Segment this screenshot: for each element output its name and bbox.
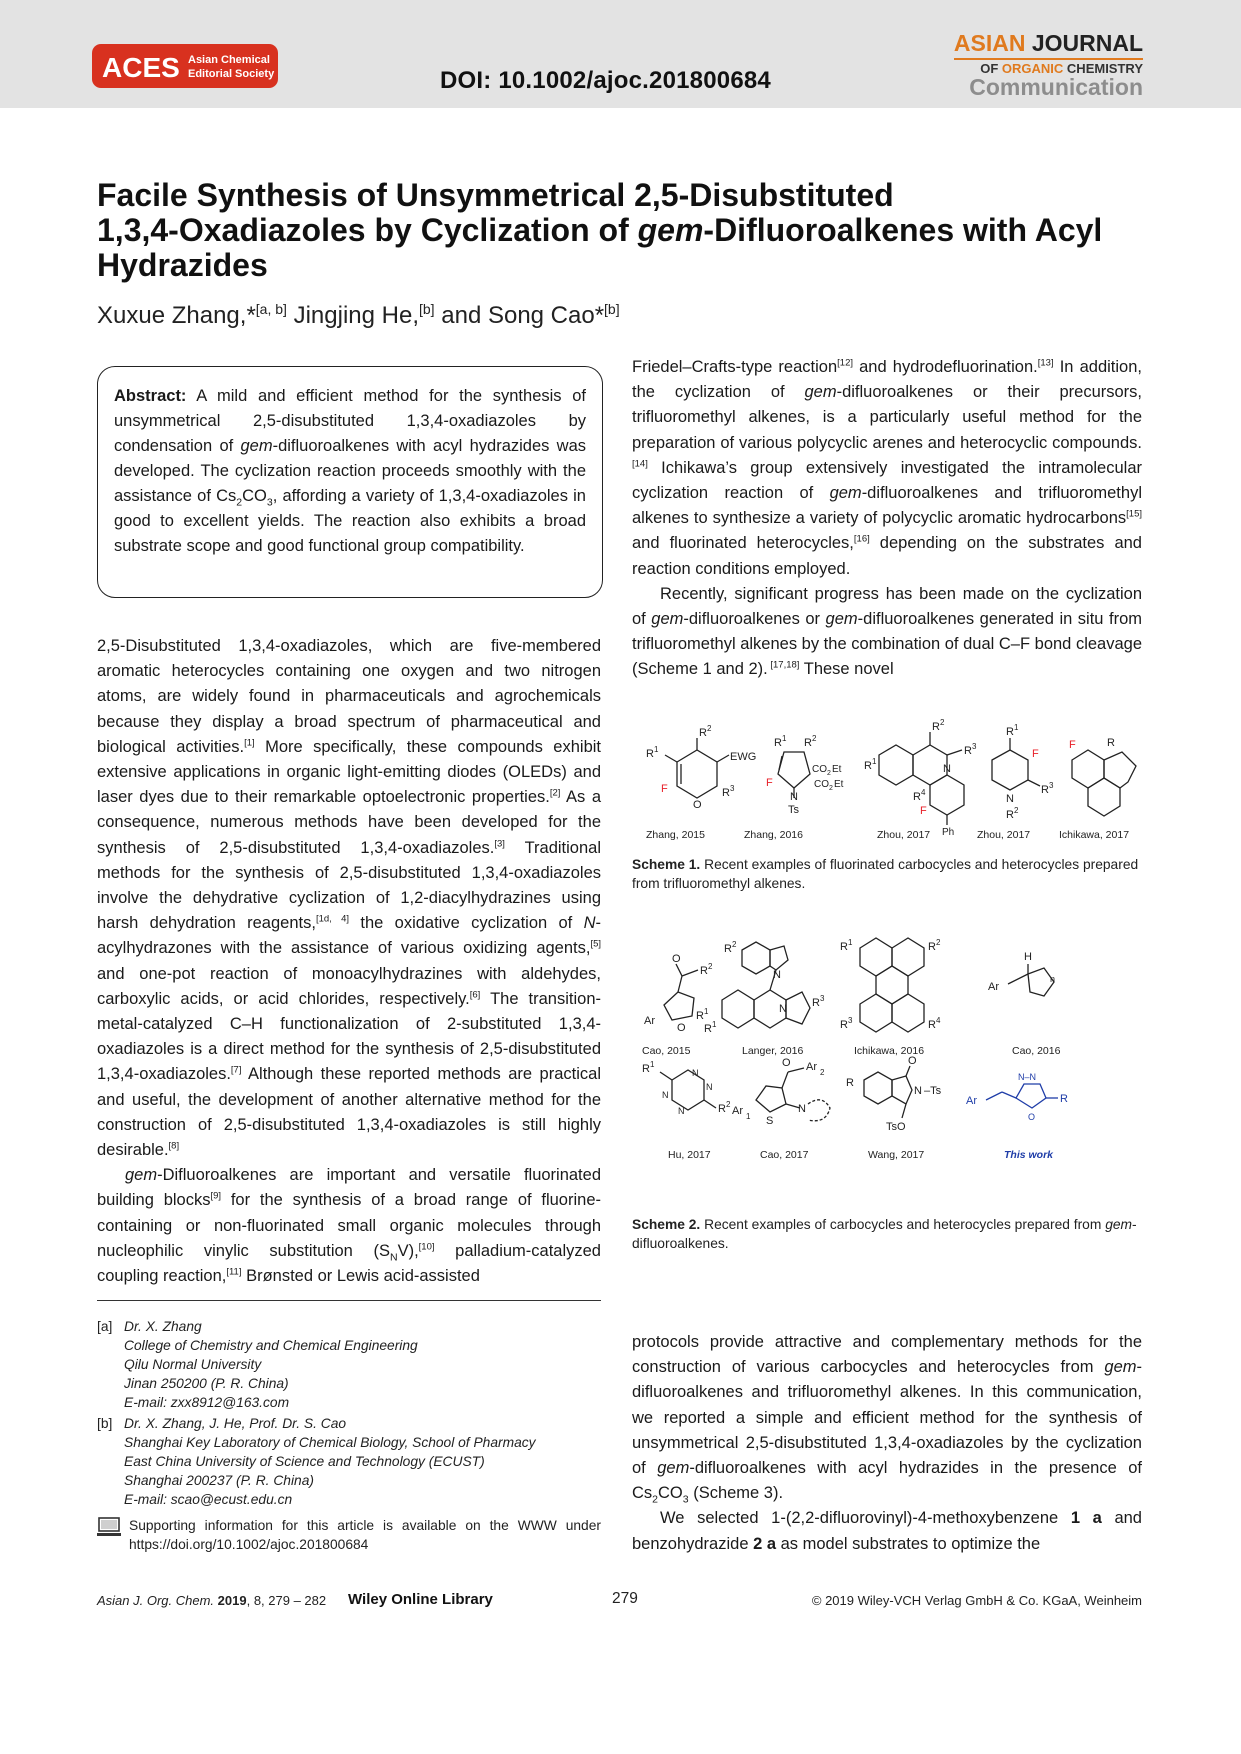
structure-langer-2016 [722, 942, 810, 1028]
svg-text:4: 4 [936, 1016, 941, 1025]
aces-logo-sub2: Editorial Society [188, 68, 275, 80]
svg-text:2: 2 [940, 718, 945, 727]
svg-text:Ar: Ar [644, 1015, 655, 1027]
svg-text:Ts: Ts [788, 804, 799, 816]
scheme1-label: Zhang, 2016 [744, 829, 803, 841]
svg-text:R: R [646, 748, 654, 760]
svg-text:TsO: TsO [886, 1121, 906, 1133]
svg-text:R: R [864, 760, 872, 772]
structure-zhang-2015 [665, 738, 729, 798]
svg-text:N: N [798, 1103, 806, 1115]
footnote-rule [97, 1300, 601, 1301]
svg-text:R: R [700, 965, 708, 977]
article-title: Facile Synthesis of Unsymmetrical 2,5-Disubstituted 1,3,4-Oxadiazoles by Cyclization of gem-Difluoroalkenes with Acyl Hydrazides [97, 177, 1103, 283]
author-name: Xuxue Zhang,* [97, 302, 256, 329]
svg-text:R: R [1006, 726, 1014, 738]
svg-text:R: R [699, 727, 707, 739]
computer-icon [97, 1517, 121, 1537]
aces-logo-sub1: Asian Chemical [188, 54, 270, 66]
svg-text:F: F [1032, 748, 1039, 760]
scheme2-label: Langer, 2016 [742, 1045, 804, 1057]
svg-text:3: 3 [820, 994, 825, 1003]
svg-text:2: 2 [1014, 806, 1019, 815]
structure-wang-2017 [864, 1066, 912, 1118]
svg-text:R: R [932, 721, 940, 733]
svg-text:R: R [704, 1023, 712, 1035]
scheme1-label: Zhang, 2015 [646, 829, 705, 841]
body-right-column-bottom [632, 1330, 1142, 1557]
svg-text:F: F [661, 783, 668, 795]
aces-logo [92, 44, 278, 88]
scheme2-label: Hu, 2017 [668, 1149, 711, 1161]
structure-cao-2017 [756, 1068, 830, 1121]
svg-text:Ph: Ph [942, 827, 955, 838]
svg-text:F: F [766, 777, 773, 789]
svg-text:1: 1 [654, 745, 659, 754]
svg-text:2: 2 [708, 962, 713, 971]
abstract: Abstract: A mild and efficient method for the synthesis of unsymmetrical 2,5-disubstituted 1,3,4-oxadiazoles by condensation of gem-difluoroalkenes with acyl hydrazides was developed. The cyclization reaction proceeds smoothly with the assistance of $Cs_2CO_3$, affording a variety of 1,3,4-oxadiazoles in good to excellent yields. The reaction also exhibits a broad substrate scope and good functional group compatibility. [114, 387, 587, 555]
author-list: Xuxue Zhang,*[a, b] Jingjing He,[b] and Song Cao*[b] [97, 301, 620, 329]
page-number: 279 [612, 1590, 638, 1607]
svg-text:Et: Et [832, 764, 842, 775]
scheme-1-caption: Scheme 1. Recent examples of fluorinated carbocycles and heterocycles prepared from trifluoromethyl alkenes. [632, 857, 1139, 891]
svg-text:CO: CO [814, 779, 829, 790]
svg-text:O: O [693, 799, 702, 811]
svg-text:4: 4 [921, 788, 926, 797]
svg-text:N: N [790, 791, 798, 803]
scheme1-label: Ichikawa, 2017 [1059, 829, 1130, 841]
svg-text:R: R [846, 1077, 854, 1089]
svg-text:N: N [914, 1085, 922, 1097]
svg-text:–Ts: –Ts [924, 1085, 942, 1097]
doi: DOI: 10.1002/ajoc.201800684 [440, 67, 771, 94]
svg-text:R: R [913, 791, 921, 803]
svg-text:2: 2 [707, 724, 712, 733]
svg-text:R: R [964, 745, 972, 757]
structure-cao-2016 [1008, 964, 1054, 996]
footer-citation: Asian J. Org. Chem. 2019, 8, 279 – 282 [97, 1593, 327, 1608]
footer-copyright: © 2019 Wiley-VCH Verlag GmbH & Co. KGaA, Weinheim [811, 1593, 1142, 1608]
body-left-column [97, 634, 601, 1289]
scheme1-label: Zhou, 2017 [877, 829, 931, 841]
scheme2-label-this-work: This work [1004, 1149, 1054, 1161]
svg-text:N: N [692, 1068, 699, 1078]
svg-text:O: O [677, 1022, 686, 1034]
svg-text:Ar: Ar [806, 1061, 817, 1073]
svg-text:3: 3 [730, 784, 735, 793]
svg-text:O: O [782, 1057, 791, 1069]
svg-text:F: F [920, 805, 927, 817]
svg-text:N: N [662, 1090, 669, 1100]
scheme-2-caption: Scheme 2. Recent examples of carbocycles and heterocycles prepared from gem-difluoroalkenes. [632, 1217, 1137, 1251]
affiliation-b: [b] Dr. X. Zhang, J. He, Prof. Dr. S. Cao Shanghai Key Laboratory of Chemical Biology, School of Pharmacy East China University of Science and Technology (ECUST) Shanghai 200237 (P. R. China) E-mail: scao@ecust.edu.cn [97, 1416, 536, 1507]
svg-text:N–N: N–N [1018, 1072, 1037, 1082]
svg-text:O: O [1028, 1112, 1036, 1122]
journal-asian: ASIAN [953, 30, 1026, 56]
svg-text:R: R [774, 737, 782, 749]
svg-text:R: R [840, 941, 848, 953]
svg-text:1: 1 [848, 938, 853, 947]
svg-text:Ar: Ar [988, 981, 999, 993]
svg-text:CO: CO [812, 764, 827, 775]
svg-text:F: F [1069, 739, 1076, 751]
svg-text:N: N [1006, 793, 1014, 805]
svg-text:R: R [928, 941, 936, 953]
journal-masthead [954, 32, 1143, 99]
svg-text:N: N [706, 1082, 713, 1092]
paragraph: 2,5-Disubstituted 1,3,4-oxadiazoles, which are five-membered aromatic heterocycles containing one oxygen and two nitrogen atoms, are widely found in pharmaceuticals and agrochemicals because they display a broad spectrum of pharmaceutical and biological activities.[1] More specifically, these compounds exhibit extensive applications in organic light-emitting diodes (OLEDs) and laser dyes due to their remarkable optoelectronic properties.[2] As a consequence, numerous methods have been developed for the synthesis of 2,5-disubstituted 1,3,4-oxadiazoles.[3] Traditional methods for the synthesis of 2,5-disubstituted 1,3,4-oxadiazoles involve the dehydrative cyclization of 1,2-diacylhydrazines using harsh dehydration reagents,[1d, 4] the oxidative cyclization of N-acylhydrazones with the assistance of various oxidizing agents,[5] and one-pot reaction of monoacylhydrazines with aldehydes, carboxylic acids, or acid chlorides, respectively.[6] The transition-metal-catalyzed C–H functionalization of 2-substituted 1,3,4-oxadiazoles is a direct method for the synthesis of 2,5-disubstituted 1,3,4-oxadiazoles.[7] Although these reported methods are practical and useful, the development of another alternative method for the construction of 2,5-disubstituted 1,3,4-oxadiazoles is still highly desirable.[8] [97, 637, 602, 1160]
paragraph: Recently, significant progress has been made on the cyclization of gem-difluoroalkenes or gem-difluoroalkenes generated in situ from trifluoromethyl alkenes by the combination of dual C–F bond cleavage (Scheme 1 and 2). [17,18] These novel [632, 584, 1142, 679]
scheme-1-figure [632, 710, 1142, 850]
svg-text:1: 1 [782, 734, 787, 743]
svg-text:O: O [908, 1055, 917, 1067]
supporting-info-note: Supporting information for this article is available on the WWW under https://doi.org/10.1002/ajoc.201800684 [97, 1516, 601, 1554]
svg-text:R: R [840, 1019, 848, 1031]
svg-text:N: N [779, 1003, 787, 1015]
svg-text:EWG: EWG [730, 751, 757, 763]
article-type: Communication [969, 74, 1143, 100]
scheme2-label: Cao, 2015 [642, 1045, 691, 1057]
journal-organic: ORGANIC [1001, 61, 1064, 76]
journal-rule [954, 58, 1143, 60]
paragraph: We selected 1-(2,2-difluorovinyl)-4-methoxybenzene 1 a and benzohydrazide 2 a as model substrates to optimize the [632, 1509, 1142, 1553]
svg-text:1: 1 [712, 1020, 717, 1029]
svg-text:3: 3 [972, 742, 977, 751]
scheme2-label: Cao, 2016 [1012, 1045, 1061, 1057]
body-right-column-top [632, 355, 1142, 683]
journal-chemistry: CHEMISTRY [1066, 61, 1143, 76]
svg-text:1: 1 [746, 1112, 751, 1121]
svg-text:N: N [943, 763, 951, 775]
structure-ichikawa-2017 [1072, 750, 1136, 816]
svg-text:R: R [1060, 1093, 1068, 1105]
svg-text:N: N [773, 969, 781, 981]
svg-text:2: 2 [726, 1100, 731, 1109]
structure-zhou-2017-b [992, 738, 1040, 790]
svg-text:Ar: Ar [966, 1095, 977, 1107]
svg-text:1: 1 [872, 757, 877, 766]
svg-text:S: S [766, 1115, 774, 1127]
scheme2-label: Ichikawa, 2016 [854, 1045, 925, 1057]
scheme-2-figure [632, 930, 1142, 1200]
structure-cao-2015 [664, 964, 698, 1020]
svg-text:2: 2 [820, 1068, 825, 1077]
svg-text:R: R [928, 1019, 936, 1031]
svg-text:R: R [1006, 809, 1014, 821]
svg-text:1: 1 [650, 1060, 655, 1069]
page-header [0, 0, 1241, 108]
journal-journal: JOURNAL [1031, 30, 1143, 56]
journal-of: OF [980, 61, 999, 76]
svg-text:O: O [672, 953, 681, 965]
svg-text:R: R [724, 943, 732, 955]
svg-text:R: R [804, 737, 812, 749]
structure-this-work [986, 1084, 1058, 1108]
scheme2-label: Cao, 2017 [760, 1149, 809, 1161]
footer-wiley-online-library[interactable]: Wiley Online Library [348, 1591, 493, 1608]
svg-text:2: 2 [936, 938, 941, 947]
svg-text:1: 1 [704, 1007, 709, 1016]
author-name: Jingjing He, [293, 302, 419, 329]
svg-text:3: 3 [1049, 781, 1054, 790]
aces-logo-main: ACES [102, 52, 180, 83]
svg-text:R: R [812, 997, 820, 1009]
svg-text:R: R [1041, 784, 1049, 796]
svg-text:2: 2 [829, 785, 833, 792]
svg-text:1: 1 [1014, 723, 1019, 732]
affiliation-a: [a] Dr. X. Zhang College of Chemistry and Chemical Engineering Qilu Normal University Jinan 250200 (P. R. China) E-mail: zxx8912@163.com [97, 1319, 418, 1410]
paragraph: protocols provide attractive and complementary methods for the construction of various carbocycles and heterocycles from gem-difluoroalkenes and trifluoromethyl alkenes. In this communication, we reported a simple and efficient method for the synthesis of unsymmetrical 2,5-disubstituted 1,3,4-oxadiazoles by the cyclization of gem-difluoroalkenes with acyl hydrazides in the presence of $Cs_2CO_3$ (Scheme 3). [632, 1333, 1142, 1506]
svg-text:R: R [696, 1010, 704, 1022]
scheme1-label: Zhou, 2017 [977, 829, 1031, 841]
paragraph: Friedel–Crafts-type reaction[12] and hydrodefluorination.[13] In addition, the cyclization of gem-difluoroalkenes or their precursors, trifluoromethyl alkenes, is a particularly useful method for the preparation of various polycyclic arenes and heterocyclic compounds.[14] Ichikawa’s group extensively investigated the intramolecular cyclization reaction of gem-difluoroalkenes and trifluoromethyl alkenes to synthesize a variety of polycyclic aromatic hydrocarbons[15] and fluorinated heterocycles,[16] depending on the substrates and reaction conditions employed. [632, 357, 1143, 578]
svg-text:R: R [642, 1063, 650, 1075]
author-name: and Song Cao* [441, 302, 605, 329]
svg-text:3: 3 [848, 1016, 853, 1025]
svg-text:R: R [718, 1103, 726, 1115]
svg-text:R: R [1107, 737, 1115, 749]
svg-text:H: H [1024, 951, 1032, 963]
svg-text:2: 2 [827, 770, 831, 777]
structure-ichikawa-2016 [860, 938, 924, 1032]
svg-text:n: n [1050, 974, 1056, 984]
svg-text:Ar: Ar [732, 1105, 743, 1117]
paragraph: gem-Difluoroalkenes are important and versatile fluorinated building blocks[9] for the synthesis of a broad range of fluorine-containing or non-fluorinated small organic molecules through nucleophilic vinylic substitution $(S_NV),[10]$ palladium-catalyzed coupling reaction,[11] Brønsted or Lewis acid-assisted [97, 1166, 601, 1286]
svg-text:R: R [722, 787, 730, 799]
svg-text:N: N [678, 1106, 685, 1116]
svg-text:Et: Et [834, 779, 844, 790]
scheme2-label: Wang, 2017 [868, 1149, 925, 1161]
svg-text:2: 2 [732, 940, 737, 949]
svg-text:2: 2 [812, 734, 817, 743]
